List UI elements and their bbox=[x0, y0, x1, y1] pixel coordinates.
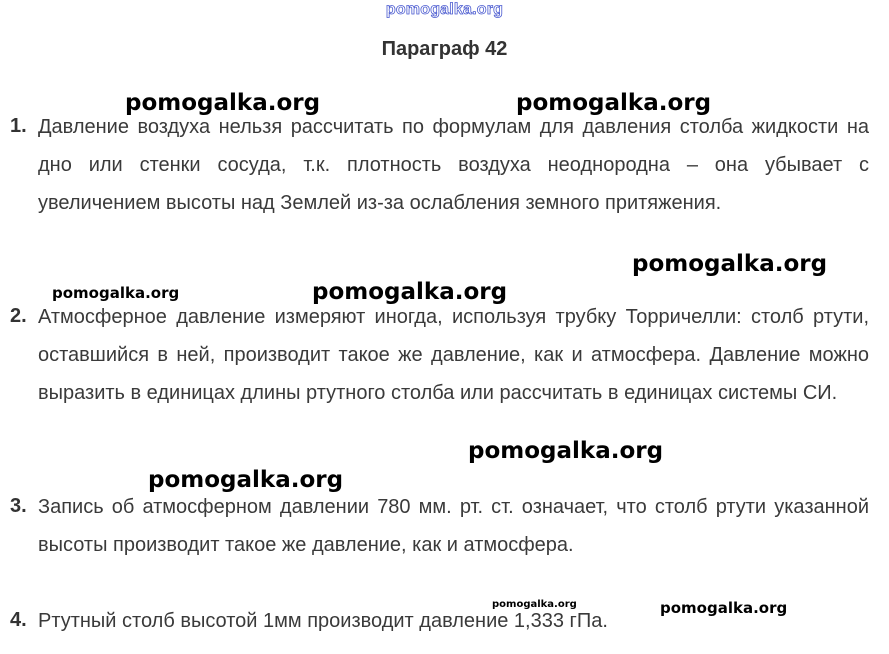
list-item bbox=[10, 488, 870, 564]
page-title: Параграф 42 bbox=[381, 38, 508, 60]
watermark: pomogalka.org bbox=[148, 467, 344, 493]
watermark: pomogalka.org bbox=[468, 438, 664, 464]
watermark: pomogalka.org bbox=[660, 599, 788, 617]
watermark: pomogalka.org bbox=[492, 599, 577, 610]
item-number: 3. bbox=[10, 495, 27, 517]
watermark: pomogalka.org bbox=[312, 279, 508, 305]
item-text: Давление воздуха нельзя рассчитать по формулам для давления столба жидкости на дно или стенки сосуда, т.к. плотность воздуха неоднородна – она убывает с увеличением высоты над Землей из-за ослабления земного притяжения. bbox=[38, 116, 869, 214]
list-item bbox=[10, 298, 870, 450]
watermark: pomogalka.org bbox=[52, 284, 180, 302]
item-text: Атмосферное давление измеряют иногда, используя трубку Торричелли: столб ртути, оставшийся в ней, производит такое же давление, как и атмосфера. Давление можно выразить в единицах длины ртутного столба или рассчитать в единицах системы СИ. bbox=[38, 306, 869, 404]
watermark: pomogalka.org bbox=[632, 251, 828, 277]
item-number: 2. bbox=[10, 305, 27, 327]
item-number: 1. bbox=[10, 115, 27, 137]
watermark: pomogalka.org bbox=[125, 90, 321, 116]
item-text: Запись об атмосферном давлении 780 мм. рт. ст. означает, что столб ртути указанной высоты производит такое же давление, как и атмосфера. bbox=[38, 496, 869, 556]
item-number: 4. bbox=[10, 609, 27, 631]
site-watermark-header: pomogalka.org bbox=[385, 1, 504, 18]
item-text: Ртутный столб высотой 1мм производит давление 1,333 гПа. bbox=[38, 610, 608, 632]
list-item bbox=[10, 108, 870, 260]
watermark: pomogalka.org bbox=[516, 90, 712, 116]
